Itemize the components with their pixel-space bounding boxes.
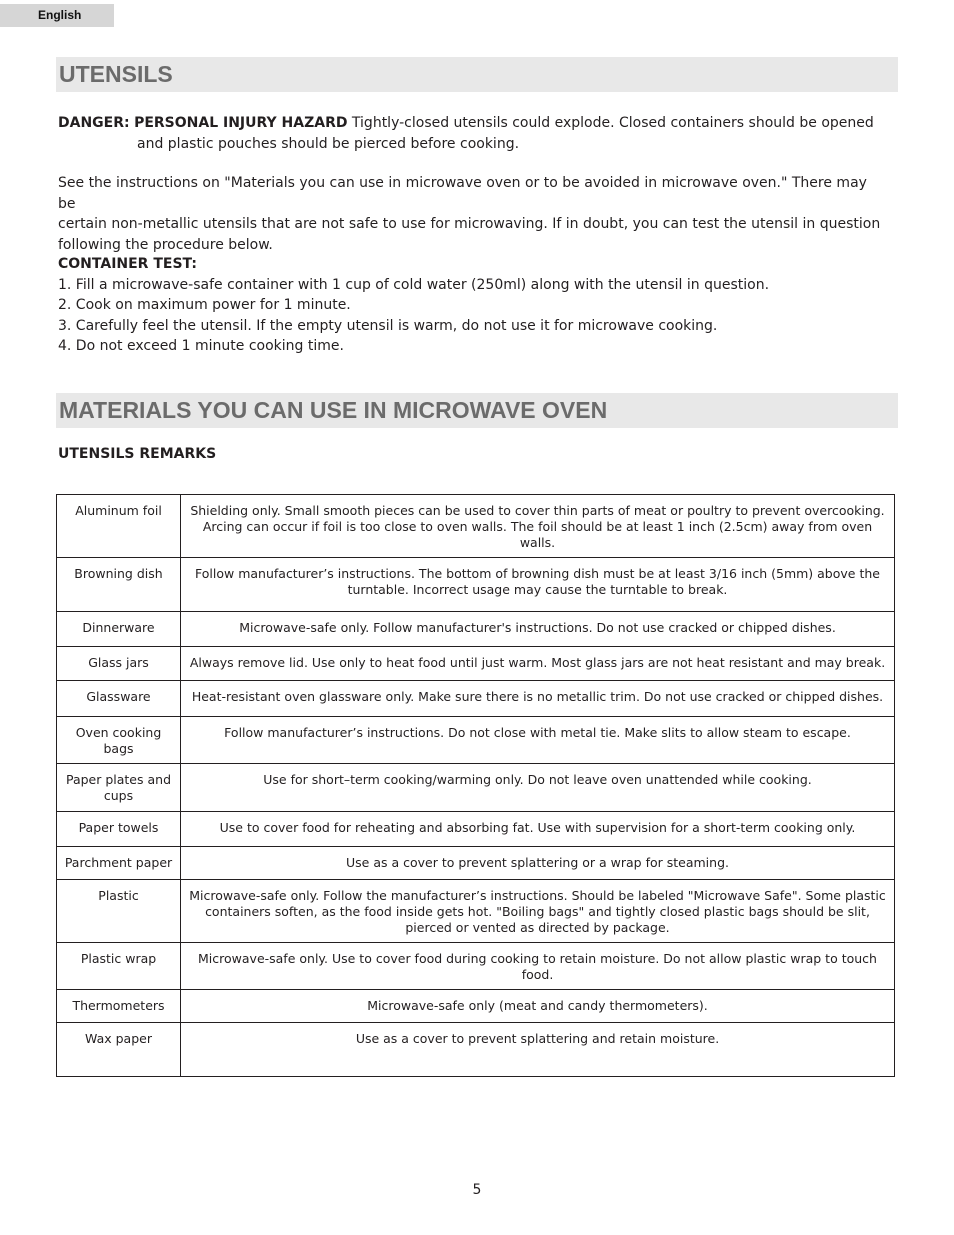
- table-row: [57, 812, 895, 847]
- utensils-section-title: UTENSILS: [56, 57, 898, 92]
- utensil-remark: Microwave-safe only. Follow the manufacturer’s instructions. Should be labeled "Microwave Safe". Some plastic containers soften, as the food inside gets hot. "Boiling bags" and tightly closed plastic bags should be slit, pierced or vented as directed by package.: [181, 880, 895, 943]
- table-row: [57, 880, 895, 943]
- danger-label: DANGER:: [58, 115, 130, 131]
- test-step: 3. Carefully feel the utensil. If the empty utensil is warm, do not use it for microwave cooking.: [58, 317, 718, 334]
- utensil-name: Paper plates and cups: [57, 764, 181, 812]
- utensil-remark: Follow manufacturer’s instructions. Do not close with metal tie. Make slits to allow steam to escape.: [181, 717, 895, 764]
- utensil-remark: Use to cover food for reheating and absorbing fat. Use with supervision for a short-term cooking only.: [181, 812, 895, 847]
- container-test: [58, 254, 888, 357]
- test-step: 2. Cook on maximum power for 1 minute.: [58, 297, 351, 313]
- intro-line: See the instructions on "Materials you can use in microwave oven or to be avoided in microwave oven." There may be: [58, 175, 867, 212]
- table-row: [57, 717, 895, 764]
- utensil-remark: Heat-resistant oven glassware only. Make sure there is no metallic trim. Do not use cracked or chipped dishes.: [181, 681, 895, 717]
- table-row: [57, 612, 895, 647]
- utensil-remark: Microwave-safe only (meat and candy thermometers).: [181, 990, 895, 1023]
- utensil-remark: Use as a cover to prevent splattering or a wrap for steaming.: [181, 847, 895, 880]
- intro-paragraph: [58, 173, 888, 255]
- utensil-remark: Use as a cover to prevent splattering and retain moisture.: [181, 1023, 895, 1077]
- table-row: [57, 943, 895, 990]
- utensil-name: Dinnerware: [57, 612, 181, 647]
- table-row: [57, 847, 895, 880]
- utensil-remark: Microwave-safe only. Follow manufacturer's instructions. Do not use cracked or chipped dishes.: [181, 612, 895, 647]
- utensil-name: Oven cooking bags: [57, 717, 181, 764]
- utensil-name: Glassware: [57, 681, 181, 717]
- utensil-name: Browning dish: [57, 558, 181, 612]
- page-number: 5: [472, 1182, 482, 1198]
- test-step: 4. Do not exceed 1 minute cooking time.: [58, 338, 344, 354]
- table-row: [57, 558, 895, 612]
- language-tab: English: [0, 4, 114, 27]
- utensil-remark: Shielding only. Small smooth pieces can be used to cover thin parts of meat or poultry to prevent overcooking. Arcing can occur if foil is too close to oven walls. The foil should be at least 1 inch (2.5cm) away from oven walls.: [181, 495, 895, 558]
- table-row: [57, 647, 895, 681]
- utensil-remark: Follow manufacturer’s instructions. The bottom of browning dish must be at least 3/16 inch (5mm) above the turntable. Incorrect usage may cause the turntable to break.: [181, 558, 895, 612]
- materials-section-title: MATERIALS YOU CAN USE IN MICROWAVE OVEN: [56, 393, 898, 428]
- danger-hazard: PERSONAL INJURY HAZARD: [134, 115, 348, 131]
- utensil-remark: Always remove lid. Use only to heat food until just warm. Most glass jars are not heat resistant and may break.: [181, 647, 895, 681]
- utensil-name: Thermometers: [57, 990, 181, 1023]
- table-row: [57, 681, 895, 717]
- danger-warning: [58, 113, 888, 154]
- table-row: [57, 1023, 895, 1077]
- utensil-name: Aluminum foil: [57, 495, 181, 558]
- table-row: [57, 495, 895, 558]
- utensil-name: Plastic: [57, 880, 181, 943]
- utensil-remark: Use for short–term cooking/warming only. Do not leave oven unattended while cooking.: [181, 764, 895, 812]
- table-row: [57, 764, 895, 812]
- container-test-heading: CONTAINER TEST:: [58, 256, 197, 272]
- intro-line: certain non-metallic utensils that are not safe to use for microwaving. If in doubt, you can test the utensil in question: [58, 216, 881, 232]
- utensil-name: Parchment paper: [57, 847, 181, 880]
- danger-text-line1: Tightly-closed utensils could explode. Closed containers should be opened: [351, 115, 874, 131]
- utensil-name: Wax paper: [57, 1023, 181, 1077]
- danger-text-line2: and plastic pouches should be pierced before cooking.: [137, 135, 520, 152]
- utensil-remark: Microwave-safe only. Use to cover food during cooking to retain moisture. Do not allow plastic wrap to touch food.: [181, 943, 895, 990]
- test-step: 1. Fill a microwave-safe container with 1 cup of cold water (250ml) along with the utensil in question.: [58, 276, 770, 293]
- table-row: [57, 990, 895, 1023]
- utensil-name: Glass jars: [57, 647, 181, 681]
- utensil-name: Plastic wrap: [57, 943, 181, 990]
- utensil-name: Paper towels: [57, 812, 181, 847]
- intro-line: following the procedure below.: [58, 236, 273, 253]
- utensils-remarks-table: [56, 494, 895, 1077]
- utensils-remarks-heading: UTENSILS REMARKS: [58, 446, 217, 462]
